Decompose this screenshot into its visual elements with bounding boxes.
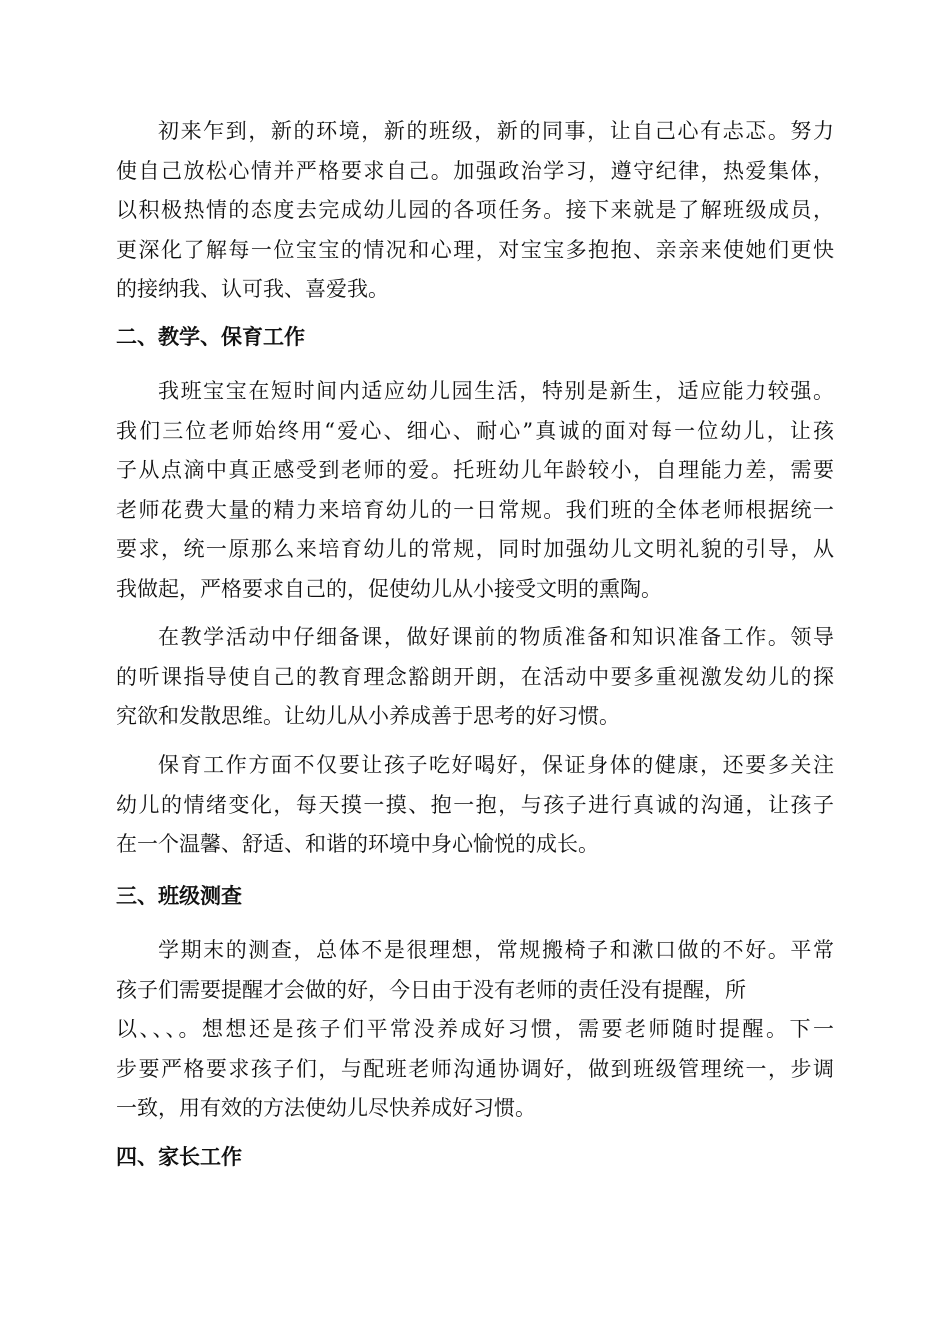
paragraph-teaching-1 xyxy=(116,372,834,609)
text-line: 我班宝宝在短时间内适应幼儿园生活，特别是新生，适应能力较强。 xyxy=(158,379,834,403)
text-line: 我做起，严格要求自己的，促使幼儿从小接受文明的熏陶。 xyxy=(116,576,662,601)
text-line: 的听课指导使自己的教育理念豁朗开朗，在活动中要多重视激发幼儿的探 xyxy=(116,664,834,689)
text-line: 在教学活动中仔细备课，做好课前的物质准备和知识准备工作。领导 xyxy=(158,625,834,649)
text-line: 步要严格要求孩子们，与配班老师沟通协调好，做到班级管理统一，步调 xyxy=(116,1056,834,1081)
paragraph-assessment xyxy=(116,931,834,1129)
paragraph-care xyxy=(116,746,834,865)
text-line: 在一个温馨、舒适、和谐的环境中身心愉悦的成长。 xyxy=(116,832,599,856)
paragraph-teaching-2 xyxy=(116,618,834,737)
text-line: 子从点滴中真正感受到老师的爱。托班幼儿年龄较小，自理能力差，需要 xyxy=(116,458,834,482)
text-line: 以积极热情的态度去完成幼儿园的各项任务。接下来就是了解班级成员， xyxy=(116,198,834,222)
text-line: 老师花费大量的精力来培育幼儿的一日常规。我们班的全体老师根据统一 xyxy=(116,497,834,522)
section-heading-assessment: 三、班级测查 xyxy=(116,884,242,908)
text-line: 初来乍到，新的环境，新的班级，新的同事，让自己心有忐忑。努力 xyxy=(158,119,834,143)
text-line: 究欲和发散思维。让幼儿从小养成善于思考的好习惯。 xyxy=(116,704,620,728)
text-line: 保育工作方面不仅要让孩子吃好喝好，保证身体的健康，还要多关注 xyxy=(158,753,834,777)
text-line: 孩子们需要提醒才会做的好，今日由于没有老师的责任没有提醒，所 xyxy=(116,977,746,1002)
text-line: 的接纳我、认可我、喜爱我。 xyxy=(116,277,389,301)
text-line: 我们三位老师始终用“爱心、细心、耐心”真诚的面对每一位幼儿，让孩 xyxy=(116,418,834,443)
section-heading-teaching: 二、教学、保育工作 xyxy=(116,325,305,349)
text-line: 更深化了解每一位宝宝的情况和心理，对宝宝多抱抱、亲亲来使她们更快 xyxy=(116,237,834,262)
text-line: 幼儿的情绪变化，每天摸一摸、抱一抱，与孩子进行真诚的沟通，让孩子 xyxy=(116,792,834,817)
paragraph-intro xyxy=(116,112,834,310)
text-line: 学期末的测查，总体不是很理想，常规搬椅子和漱口做的不好。平常 xyxy=(158,938,834,962)
text-line: 使自己放松心情并严格要求自己。加强政治学习，遵守纪律，热爱集体， xyxy=(116,158,834,183)
text-line: 要求，统一原那么来培育幼儿的常规，同时加强幼儿文明礼貌的引导，从 xyxy=(116,537,834,561)
section-heading-parents: 四、家长工作 xyxy=(116,1145,242,1169)
text-line: 以、、、。想想还是孩子们平常没养成好习惯，需要老师随时提醒。下一 xyxy=(116,1017,834,1041)
text-line: 一致，用有效的方法使幼儿尽快养成好习惯。 xyxy=(116,1096,536,1120)
